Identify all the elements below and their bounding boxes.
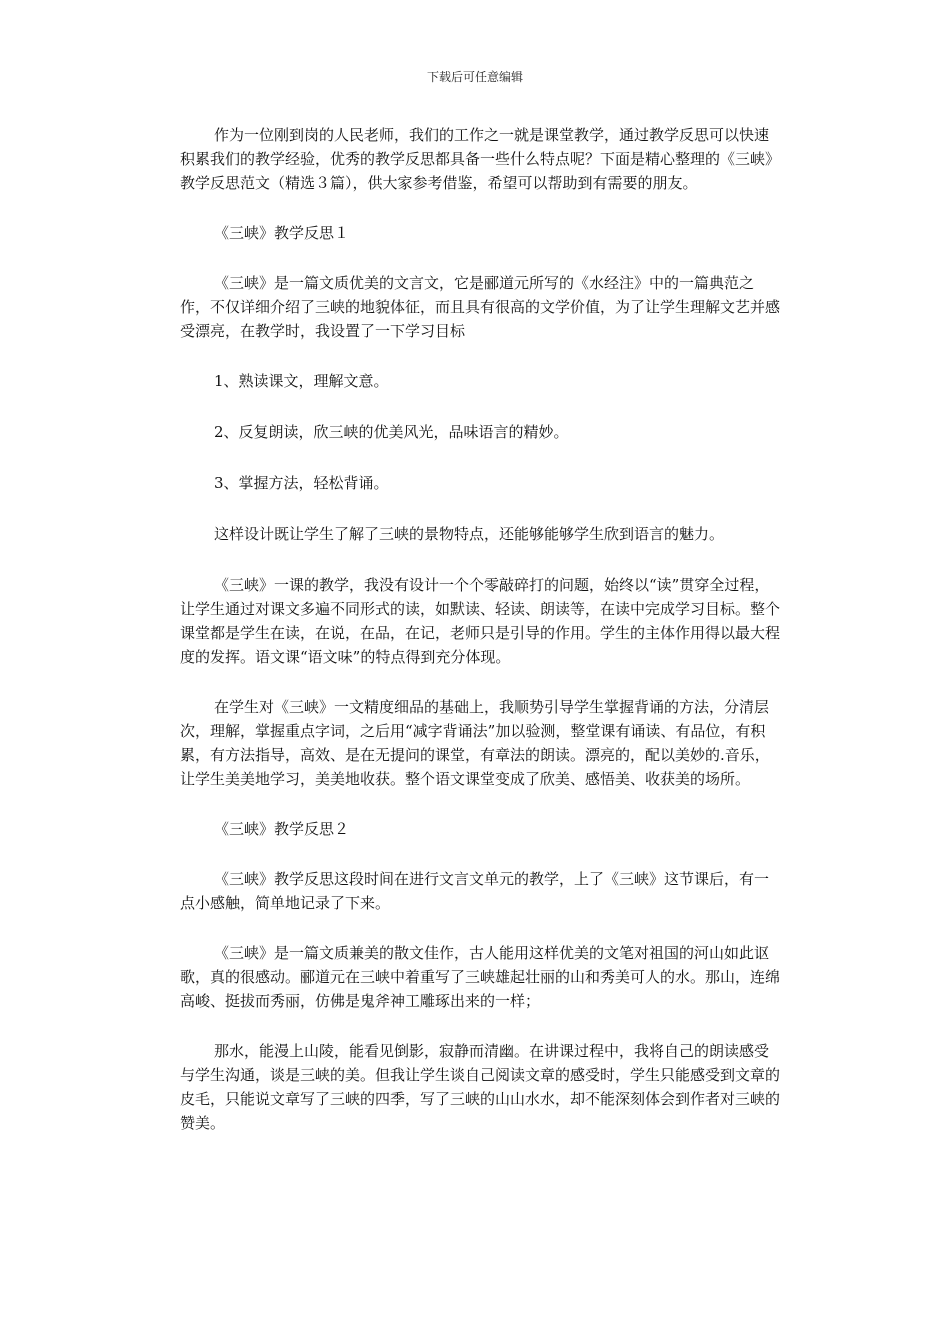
intro-paragraph: 作为一位刚到岗的人民老师，我们的工作之一就是课堂教学，通过教学反思可以快速积累我们的教学经验，优秀的教学反思都具备一些什么特点呢？下面是精心整理的《三峡》教学反思范文（精选３篇），供大家参考借鉴，希望可以帮助到有需要的朋友。 xyxy=(180,126,781,192)
paragraph: 《三峡》一课的教学，我没有设计一个个零敲碎打的问题，始终以“读”贯穿全过程，让学生通过对课文多遍不同形式的读，如默读、轻读、朗读等，在读中完成学习目标。整个课堂都是学生在读，在说，在品，在记，老师只是引导的作用。学生的主体作用得以最大程度的发挥。语文课“语文味”的特点得到充分体现。 xyxy=(180,576,781,666)
goal-item-3: 3、掌握方法，轻松背诵。 xyxy=(214,474,389,492)
goal-item-2: 2、反复朗读，欣三峡的优美风光，品味语言的精妙。 xyxy=(214,423,569,441)
paragraph: 这样设计既让学生了解了三峡的景物特点，还能够能够学生欣到语言的魅力。 xyxy=(214,525,725,543)
paragraph: 《三峡》教学反思这段时间在进行文言文单元的教学，上了《三峡》这节课后，有一点小感触，简单地记录了下来。 xyxy=(180,870,770,912)
page-header: 下载后可任意编辑 xyxy=(426,70,523,84)
section-heading-1: 《三峡》教学反思１ xyxy=(214,224,350,242)
paragraph: 那水，能漫上山陵，能看见倒影，寂静而清幽。在讲课过程中，我将自己的朗读感受与学生沟通，谈是三峡的美。但我让学生谈自己阅读文章的感受时，学生只能感受到文章的皮毛，只能说文章写了三峡的四季，写了三峡的山山水水，却不能深刻体会到作者对三峡的赞美。 xyxy=(180,1042,781,1132)
paragraph: 《三峡》是一篇文质兼美的散文佳作，古人能用这样优美的文笔对祖国的河山如此讴歌，真的很感动。郦道元在三峡中着重写了三峡雄起壮丽的山和秀美可人的水。那山，连绵高峻、挺拔而秀丽，仿佛是鬼斧神工雕琢出来的一样； xyxy=(180,944,781,1010)
document-body xyxy=(180,123,780,1135)
paragraph: 《三峡》是一篇文质优美的文言文，它是郦道元所写的《水经注》中的一篇典范之作，不仅详细介绍了三峡的地貌体征，而且具有很高的文学价值，为了让学生理解文艺并感受漂亮，在教学时，我设置了一下学习目标 xyxy=(180,274,781,340)
goal-item-1: 1、熟读课文，理解文意。 xyxy=(214,372,389,390)
section-heading-2: 《三峡》教学反思２ xyxy=(214,820,350,838)
paragraph: 在学生对《三峡》一文精度细品的基础上，我顺势引导学生掌握背诵的方法，分清层次，理解，掌握重点字词，之后用“减字背诵法”加以验测，整堂课有诵读、有品位，有积累，有方法指导，高效、是在无提问的课堂，有章法的朗读。漂亮的，配以美妙的.音乐，让学生美美地学习，美美地收获。整个语文课堂变成了欣美、感悟美、收获美的场所。 xyxy=(180,698,770,788)
